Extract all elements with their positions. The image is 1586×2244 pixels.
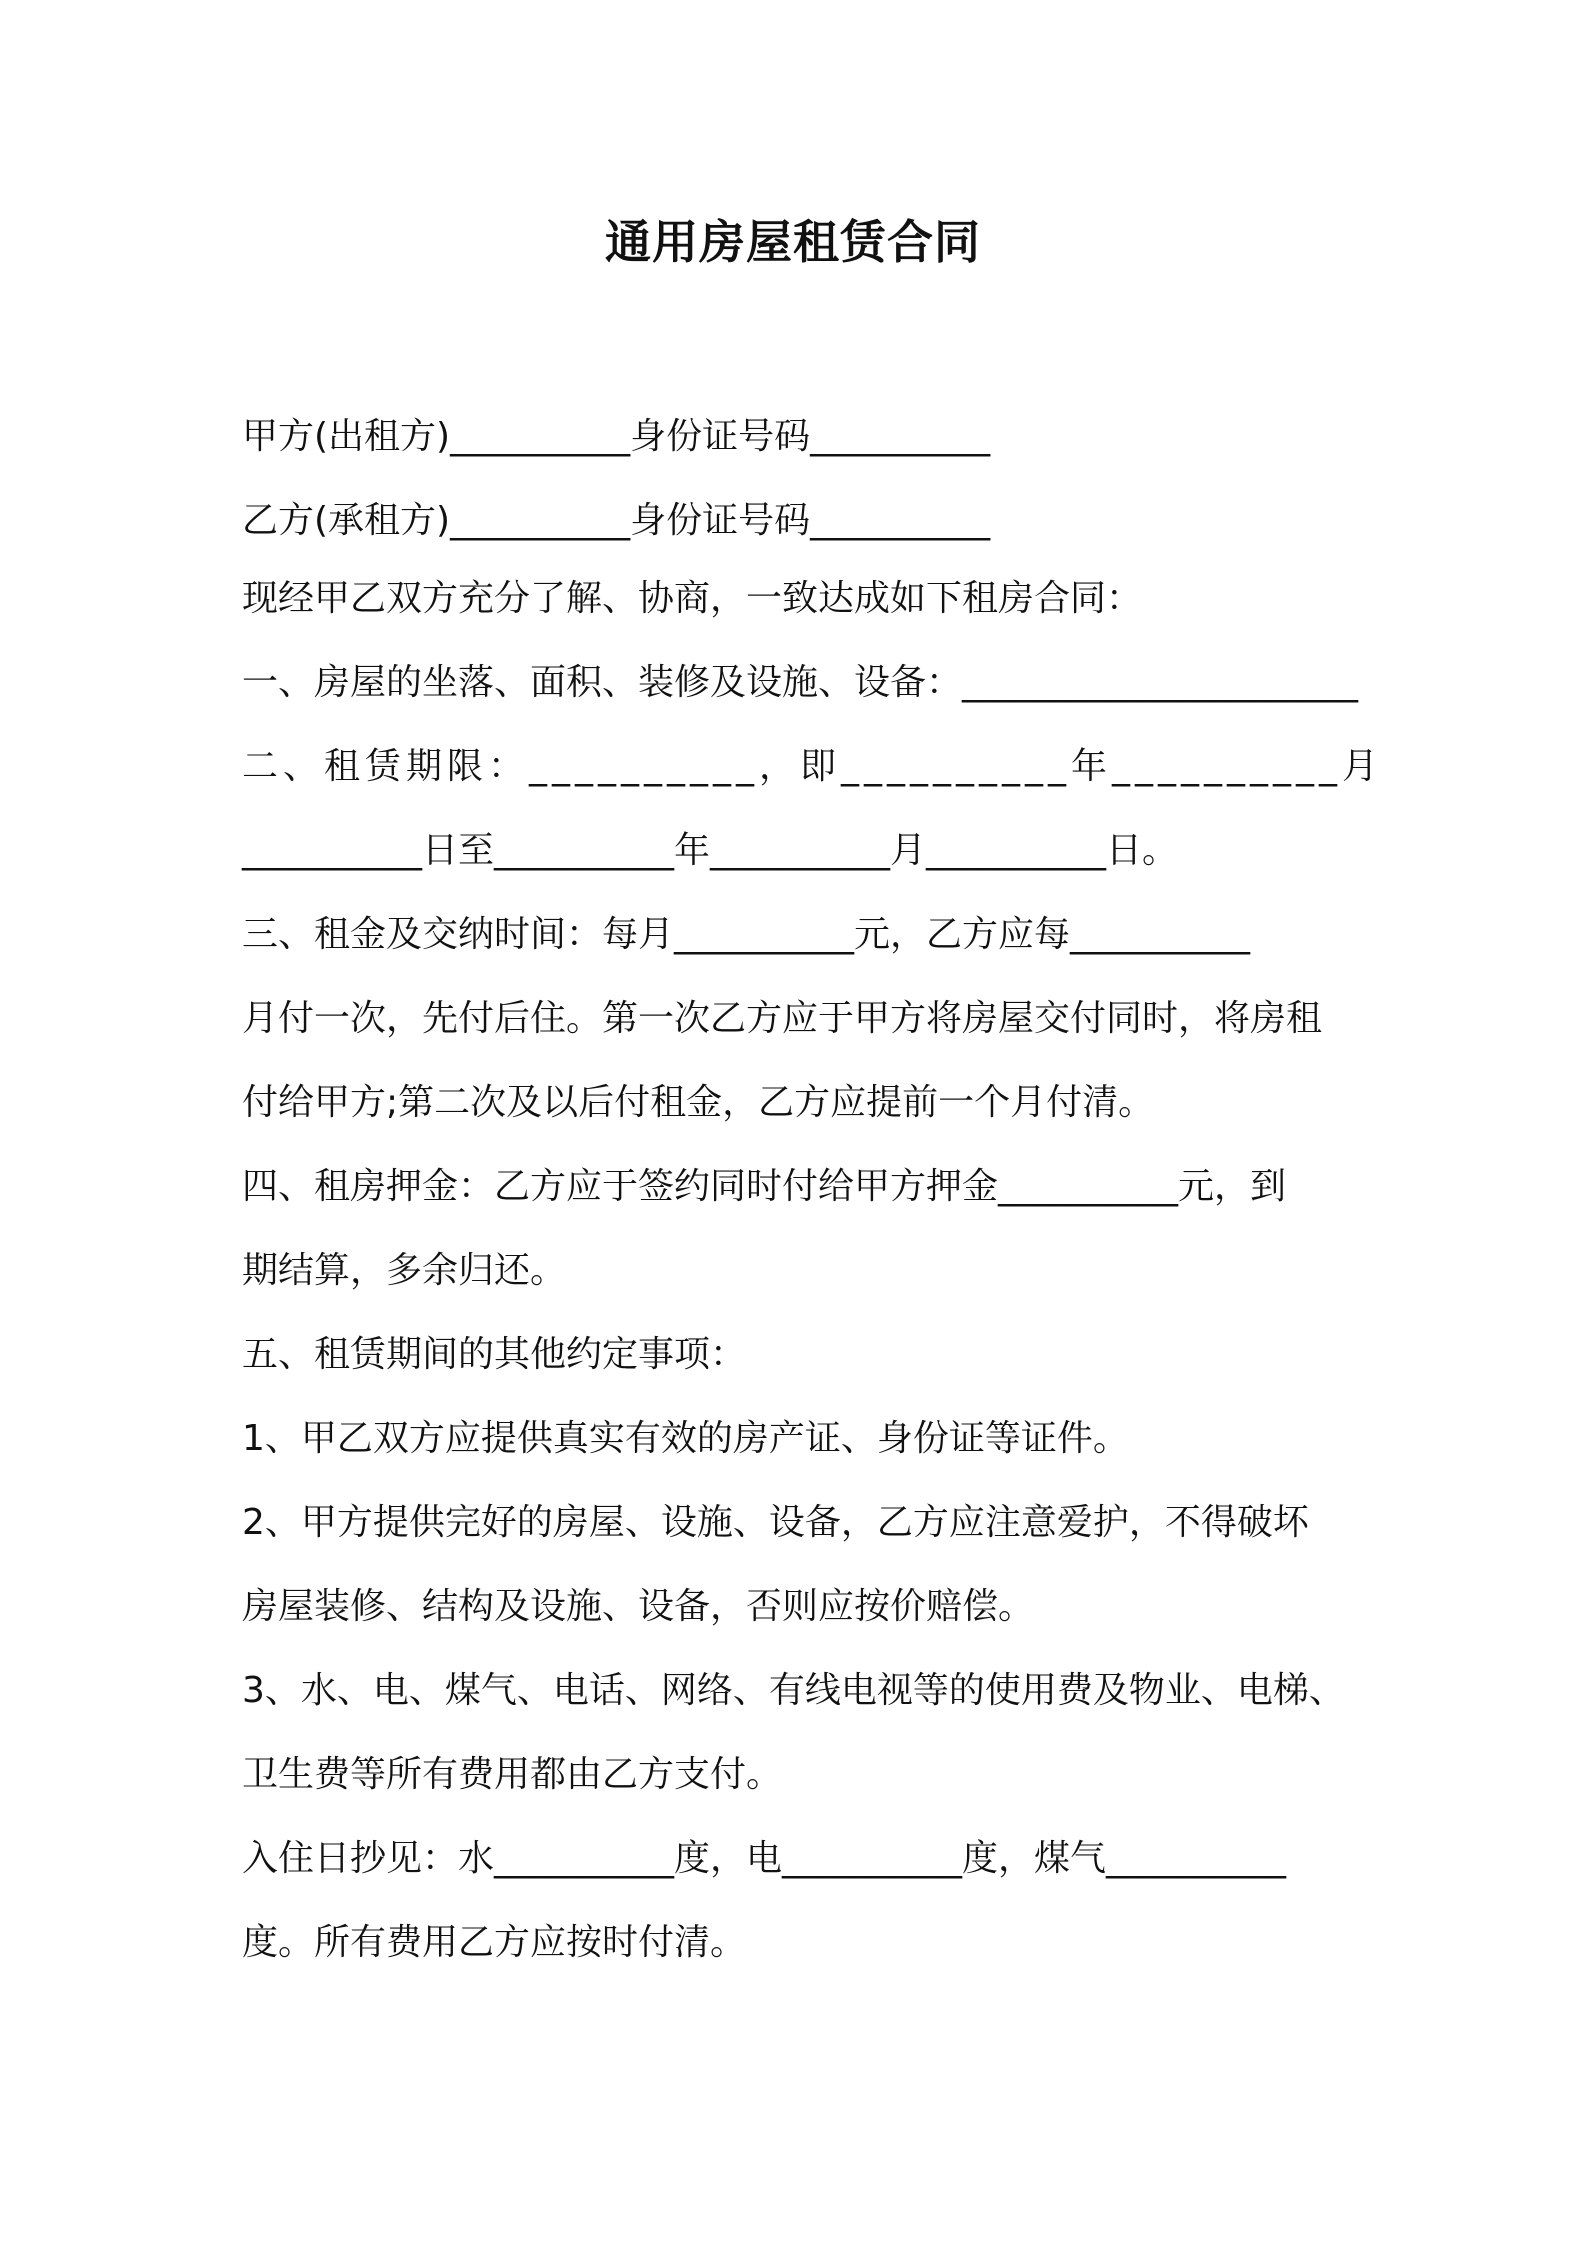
- clause-5-item-3-line-1: 3、水、电、煤气、电话、网络、有线电视等的使用费及物业、电梯、: [242, 1670, 1345, 1711]
- clause-3-line-3: 付给甲方;第二次及以后付租金，乙方应提前一个月付清。: [242, 1082, 1155, 1123]
- clause-3-line-1: 三、租金及交纳时间：每月__________元，乙方应每__________: [242, 914, 1251, 955]
- clause-1-line: 一、房屋的坐落、面积、装修及设施、设备：______________________: [242, 662, 1359, 703]
- clause-2-line-2: __________日至__________年__________月__________日。: [242, 830, 1178, 871]
- clause-4-line-1: 四、租房押金：乙方应于签约同时付给甲方押金__________元，到: [242, 1166, 1287, 1207]
- meter-reading-line-2: 度。所有费用乙方应按时付清。: [242, 1922, 747, 1963]
- clause-5-heading: 五、租赁期间的其他约定事项：: [242, 1334, 747, 1375]
- clause-2-line-1: 二、租赁期限：__________，即__________年__________月: [242, 746, 1384, 787]
- clause-5-item-3-line-2: 卫生费等所有费用都由乙方支付。: [242, 1754, 783, 1795]
- clause-5-item-2-line-2: 房屋装修、结构及设施、设备，否则应按价赔偿。: [242, 1586, 1035, 1627]
- clause-3-line-2: 月付一次，先付后住。第一次乙方应于甲方将房屋交付同时，将房租: [242, 998, 1323, 1039]
- clause-5-item-2-line-1: 2、甲方提供完好的房屋、设施、设备，乙方应注意爱护，不得破坏: [242, 1502, 1309, 1543]
- intro-line: 现经甲乙双方充分了解、协商，一致达成如下租房合同：: [242, 578, 1143, 619]
- clause-4-line-2: 期结算，多余归还。: [242, 1250, 567, 1291]
- clause-5-item-1: 1、甲乙双方应提供真实有效的房产证、身份证等证件。: [242, 1418, 1129, 1459]
- document-title: 通用房屋租赁合同: [605, 215, 981, 269]
- party-b-line: 乙方(承租方)__________身份证号码__________: [242, 500, 991, 541]
- meter-reading-line-1: 入住日抄见：水__________度，电__________度，煤气__________: [242, 1838, 1287, 1879]
- party-a-line: 甲方(出租方)__________身份证号码__________: [242, 416, 991, 457]
